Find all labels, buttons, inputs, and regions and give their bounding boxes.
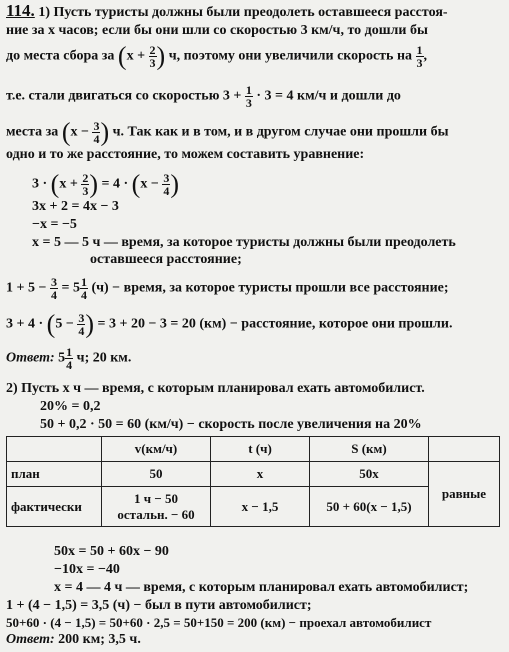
part2-eq-3: x = 4 — 4 ч — время, с которым планировал ехать автомобилист; [54,580,469,595]
paren-open: ( [117,41,127,71]
problem-line-2 [6,22,428,40]
problem-line-5 [6,117,449,147]
equation-2: 3x + 2 = 4x − 3 [32,199,119,214]
table-cell: фактически [7,487,102,527]
text: = 3 + 20 − 3 = 20 (км) − расстояние, которое они прошли. [97,316,453,332]
fraction-num: 3 [163,171,170,185]
answer-2 [6,631,141,649]
equation-1 [32,169,179,199]
fraction-den: 4 [80,288,87,302]
fraction [50,276,58,301]
equation-3: −x = −5 [32,217,77,232]
fraction-num: 3 [93,119,100,133]
table-header-cell [429,437,500,462]
part2-eq-5: 50+60 · (4 − 1,5) = 50+60 · 2,5 = 50+150 = 200 (км) − проехал автомобилист [6,615,432,630]
text: · 3 = 4 км/ч и дошли до [256,88,401,104]
fraction-den: 3 [149,56,156,70]
math: x + [126,48,146,64]
part2-eq-1: 50x = 50 + 60x − 90 [54,544,169,559]
paren-open: ( [61,117,71,147]
text: ч. Так как и в том, и в другом случае они прошли бы [112,124,449,140]
fraction-den: 4 [163,184,170,198]
problem-line-3: до места сбора за (x + $\frac{2}{3}$ ) ч, поэтому они увеличили скорость на $\frac{1}{3}$ , [6,41,428,71]
paren-open: ( [50,169,60,199]
fraction-den: 3 [82,184,89,198]
math: 3 · [32,176,48,192]
math: 1 + 5 − [6,280,47,296]
fraction-num: 2 [149,43,156,57]
table-cell: x [211,462,310,487]
answer-label: Ответ: [6,632,55,647]
table-cell: 50 [102,462,211,487]
paren-close: ) [156,41,166,71]
fraction-num: 1 [416,43,423,57]
text: 1) Пусть туристы должны были преодолеть оставшееся расстоя- [38,5,448,20]
fraction-den: 4 [66,358,73,372]
table-cell: равные [429,462,500,527]
table-cell-line: остальн. − 60 [117,506,195,522]
problem-line-1 [6,2,448,22]
table-header-cell [7,437,102,462]
problem-line-6 [6,146,364,164]
table-cell [102,487,211,527]
paren-close: ) [170,169,179,199]
fraction-num: 1 [245,83,252,97]
fraction-num: 3 [78,311,85,325]
part2-eq-2: −10x = −40 [54,562,120,577]
math: 5 [58,350,66,366]
math: x + [59,176,78,192]
math: = 4 · [101,176,129,192]
text: ч, поэтому они увеличили скорость на [168,48,413,64]
fraction-num: 1 [80,275,87,289]
text: т.е. стали двигаться со скоростью 3 + [6,88,242,104]
fraction-den: 3 [245,96,252,110]
fraction-num: 1 [66,345,73,359]
math: 3 + 4 · [6,316,44,332]
fraction-num: 2 [82,171,89,185]
fraction [416,44,424,69]
answer-1 [6,346,131,371]
problem-line-4 [6,84,401,109]
paren-close: ) [100,117,110,147]
equation-5 [6,276,449,301]
paren-close: ) [89,169,98,199]
answer-label: Ответ: [6,350,55,366]
table-cell: план [7,462,102,487]
table-row [7,462,500,487]
part2-line-2: 20% = 0,2 [40,399,101,414]
text: ние за x часов; если бы они шли со скоростью 3 км/ч, то дошли бы [6,23,428,38]
table-cell: 50 + 60(x − 1,5) [310,487,429,527]
text: до места сбора за [6,48,115,64]
fraction-den: 4 [50,288,57,302]
table-header-row [7,437,500,462]
fraction-den: 4 [93,132,100,146]
table-cell: 50x [310,462,429,487]
equation-6 [6,309,453,339]
text: ч; 20 км. [76,350,132,366]
text: места за [6,124,59,140]
math: = 5 [61,280,80,296]
fraction-den: 4 [78,324,85,338]
text: одно и то же расстояние, то можем составить уравнение: [6,147,365,162]
paren-close: ) [85,309,94,339]
paren-open: ( [46,309,56,339]
fraction [65,346,73,371]
part2-line-3: 50 + 0,2 · 50 = 60 (км/ч) − скорость после увеличения на 20% [40,417,422,432]
paren-open: ( [131,169,141,199]
equation-4b: оставшееся расстояние; [90,252,242,267]
fraction [149,44,157,69]
fraction [80,276,88,301]
fraction-den: 3 [416,56,423,70]
table-header-cell: S (км) [310,437,429,462]
table-row [7,487,500,527]
math: x − [70,124,89,140]
math: 5 − [55,316,74,332]
data-table [6,436,500,527]
table-header-cell: t (ч) [211,437,310,462]
table-header-cell: v(км/ч) [102,437,211,462]
fraction-num: 3 [50,275,57,289]
table-cell: x − 1,5 [211,487,310,527]
text: 200 км; 3,5 ч. [58,632,141,647]
fraction [245,84,253,109]
part2-line-1: 2) Пусть x ч — время, с которым планировал ехать автомобилист. [6,381,425,396]
problem-number: 114. [6,1,35,20]
text: (ч) − время, за которое туристы прошли все расстояние; [91,280,449,296]
part2-eq-4: 1 + (4 − 1,5) = 3,5 (ч) − был в пути автомобилист; [6,598,312,613]
equation-4: x = 5 — 5 ч — время, за которое туристы должны были преодолеть [32,235,456,250]
math: x − [140,176,159,192]
table-cell-line: 1 ч − 50 [134,490,178,506]
